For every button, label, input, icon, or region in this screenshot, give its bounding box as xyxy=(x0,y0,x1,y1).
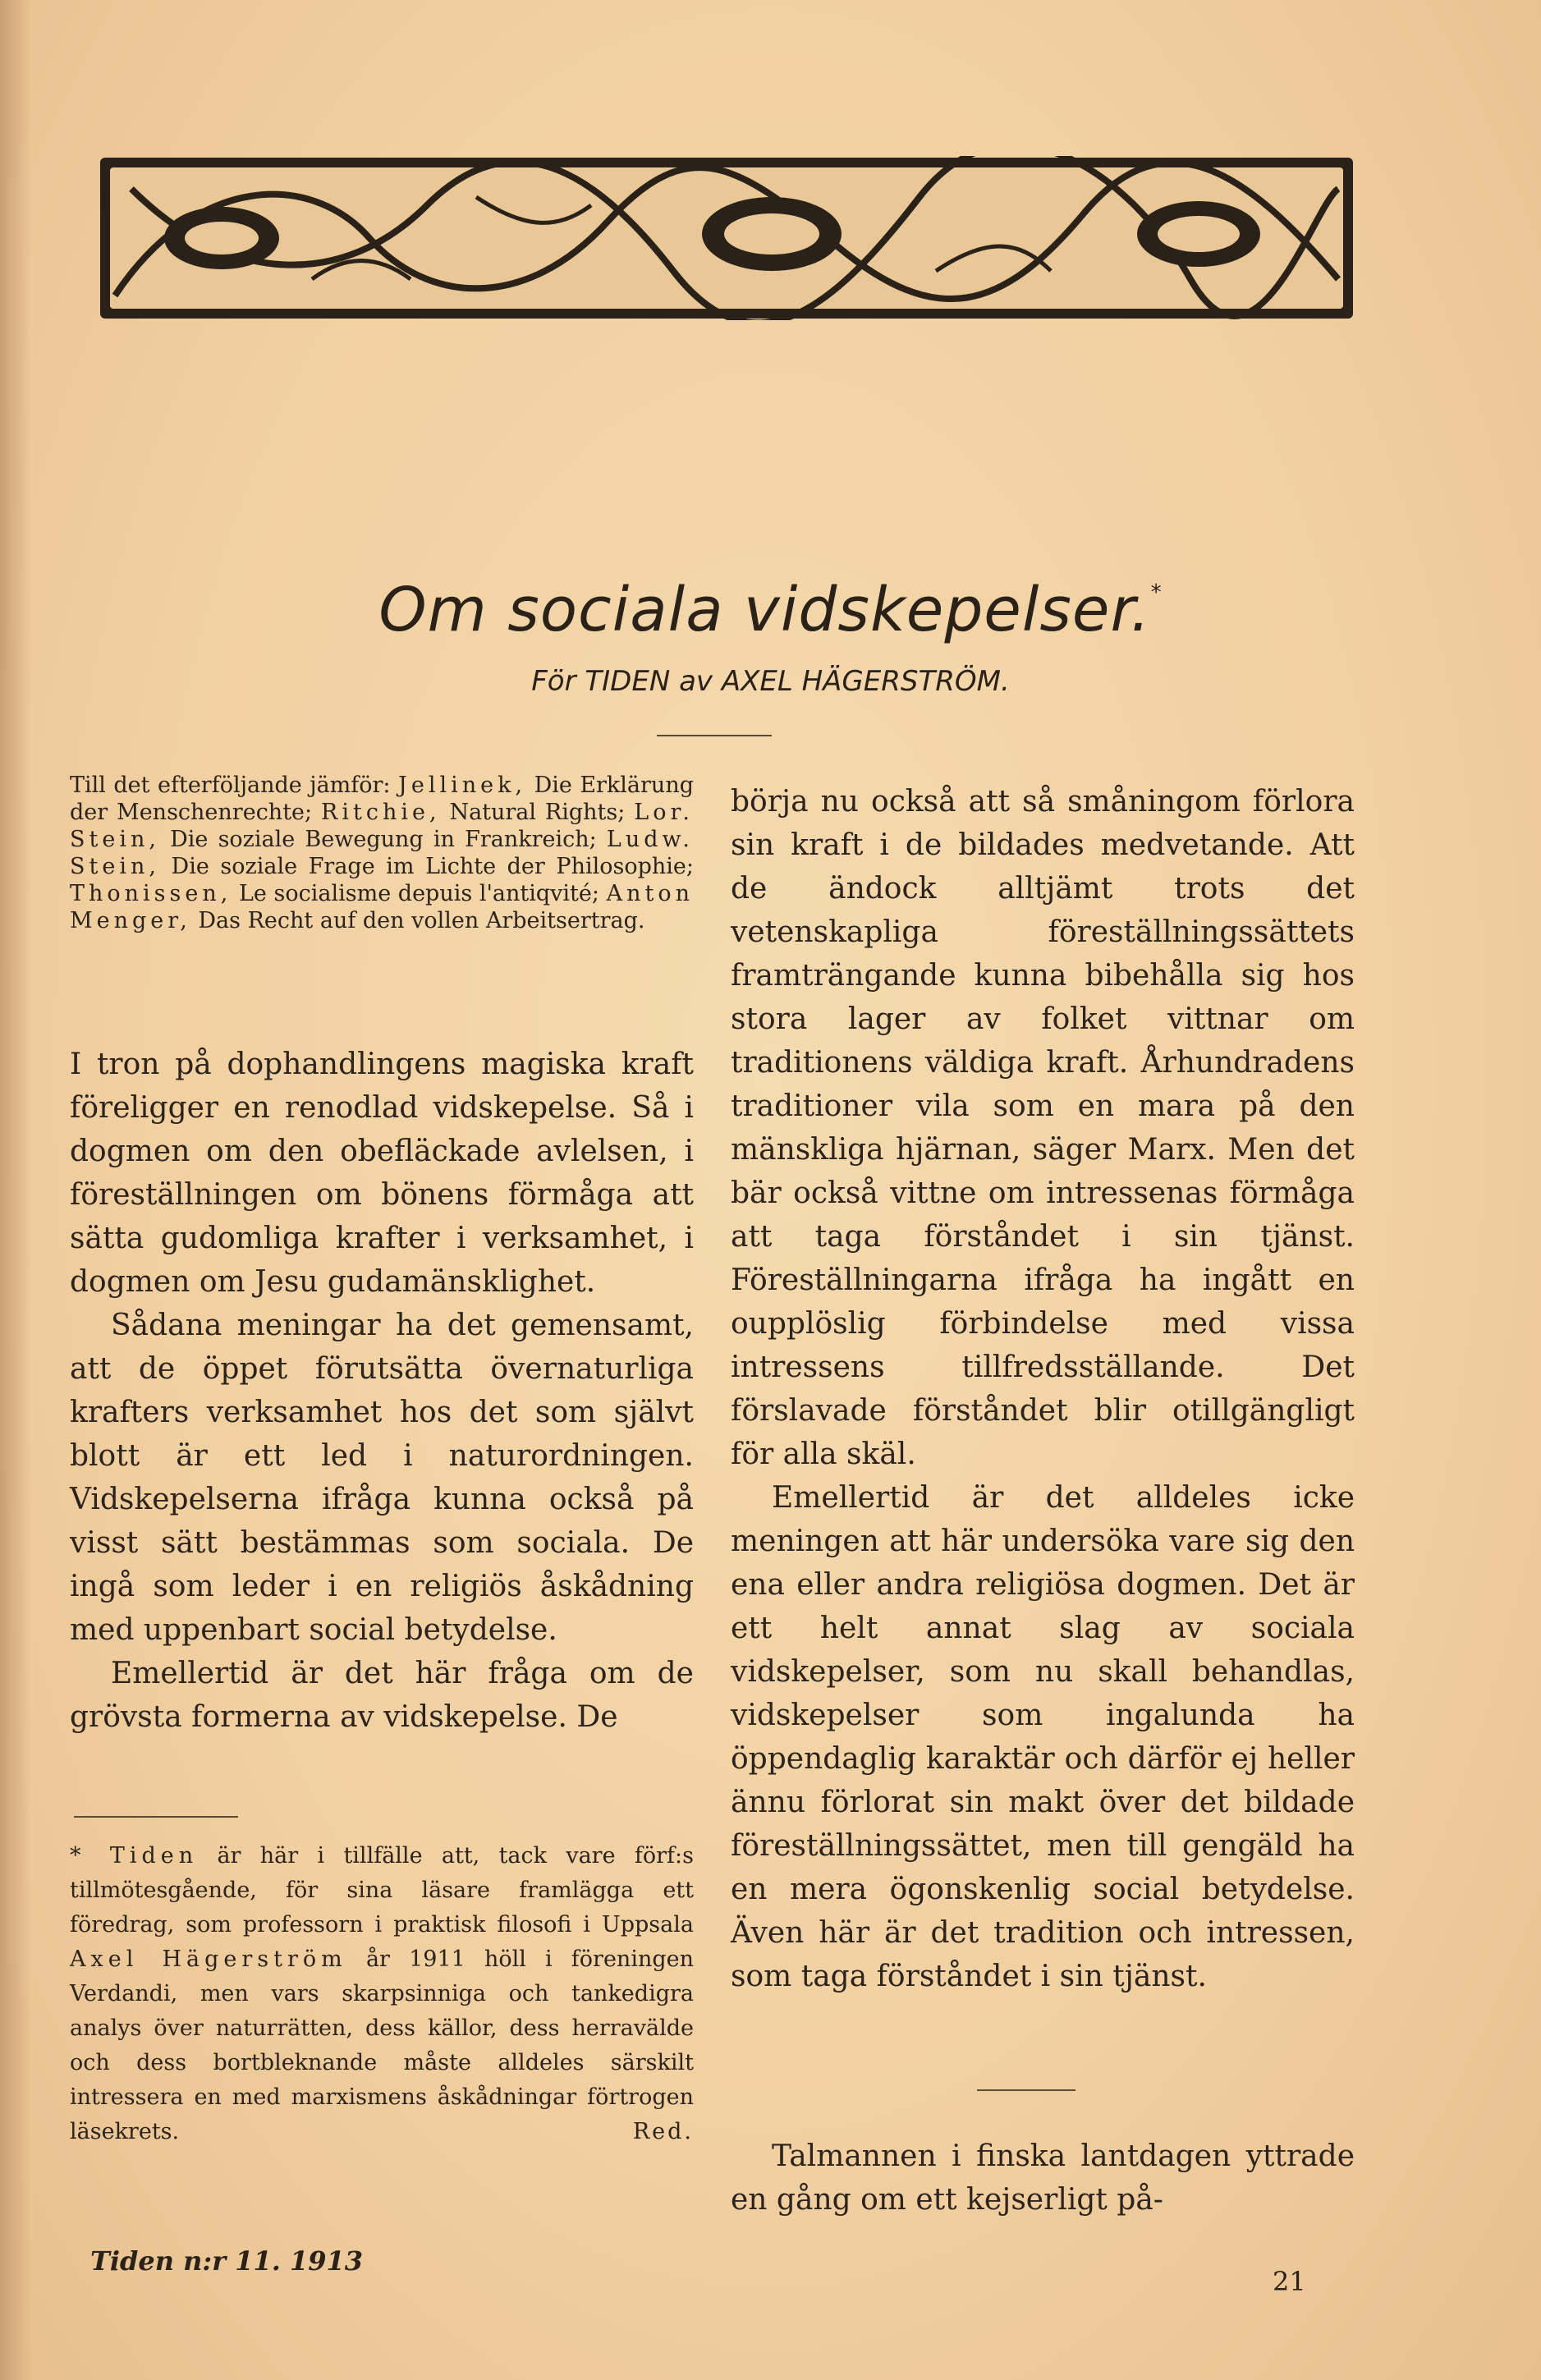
reference-text: Die soziale Bewegung in Frankreich; xyxy=(170,827,597,852)
left-column-body xyxy=(70,1043,694,1739)
paragraph: I tron på dophandlingens magiska kraft föreligger en renodlad vidskepelse. Så i dogmen om den obefläckade avlelsen, i föreställningen om bönens förmåga att sätta gudomliga krafter i verksamhet, i dogmen om Jesu gudamänsklighet. xyxy=(70,1048,694,1299)
footnote-divider xyxy=(74,1816,238,1818)
paragraph: Talmannen i finska lantdagen yttrade en gång om ett kejserligt på- xyxy=(731,2139,1355,2217)
reference-text: Die soziale Frage im Lichte der Philosophie; xyxy=(171,854,694,879)
footnote-text: år 1911 höll i föreningen Verdandi, men vars skarpsinniga och tankedigra analys över naturrätten, dess källor, dess herravälde och dess bortbleknande måste alldeles särskilt intressera en med marxismens åskådningar förtrogen läsekrets. xyxy=(70,1947,694,2144)
right-column-continuation xyxy=(731,2135,1355,2222)
reference-author: Lor. Stein, xyxy=(70,800,694,852)
reference-author: Ritchie, xyxy=(321,800,441,825)
ornamental-header-banner xyxy=(99,156,1355,320)
reference-author: Jellinek, xyxy=(398,773,527,798)
paragraph: börja nu också att så småningom förlora sin kraft i de bildades medvetande. Att de ändock alltjämt trots det vetenskapliga föreställningssättets framträngande kunna bibehålla sig hos stora lager av folket vittnar om traditionens väldiga kraft. Århundradens traditioner vila som en mara på den mänskliga hjärnan, säger Marx. Men det bär också vittne om intressenas förmåga att taga förståndet i sin tjänst. Föreställningarna ifråga ha ingått en oupplöslig förbindelse med vissa intressens tillfredsställande. Det förslavade förståndet blir otillgängligt för alla skäl. xyxy=(731,785,1355,1471)
footnote-text: är här i tillfälle att, tack vare förf:s tillmötesgående, för sina läsare framlägga ett föredrag, som professorn i praktisk filosofi i Uppsala xyxy=(70,1843,694,1937)
title-footnote-mark: * xyxy=(1150,580,1163,605)
footnote-signature: Red. xyxy=(632,2119,694,2144)
footnote-text: * Tiden xyxy=(70,1843,199,1869)
paragraph: Emellertid är det här fråga om de grövsta formerna av vidskepelse. De xyxy=(70,1657,694,1734)
footnote xyxy=(70,1839,694,2149)
reference-author: Ludw. Stein, xyxy=(70,827,694,879)
reference-text: Le socialisme depuis l'antiqvité; xyxy=(238,881,599,906)
reference-text: Natural Rights; xyxy=(449,800,626,825)
page-number: 21 xyxy=(1273,2266,1306,2297)
right-column-body xyxy=(731,780,1355,1998)
issue-footer: Tiden n:r 11. 1913 xyxy=(90,2245,364,2277)
reference-text: Die Erklärung der Menschenrechte; xyxy=(70,773,694,825)
reference-text: Das Recht auf den vollen Arbeitsertrag. xyxy=(198,908,645,933)
reference-author: Thonissen, xyxy=(70,881,232,906)
footnote-author: Axel Hägerström xyxy=(70,1947,347,1972)
article-title xyxy=(0,575,1541,645)
title-divider xyxy=(657,735,772,736)
reference-list xyxy=(70,772,694,934)
reference-author: Anton Menger, xyxy=(70,881,694,933)
paragraph: Emellertid är det alldeles icke meningen att här undersöka vare sig den ena eller andra religiösa dogmen. Det är ett helt annat slag av sociala vidskepelser, som nu skall behandlas, vidskepelser som ingalunda ha öppendaglig karaktär och därför ej heller ännu förlorat sin makt över det bildade föreställningssättet, men till gengäld ha en mera ögonskenlig social betydelse. Även här är det tradition och intressen, som taga förståndet i sin tjänst. xyxy=(731,1481,1355,1993)
reference-text: Till det efterföljande jämför: xyxy=(70,773,391,798)
paragraph: Sådana meningar ha det gemensamt, att de öppet förutsätta övernaturliga krafters verksamhet hos det som självt blott är ett led i naturordningen. Vidskepelserna ifråga kunna också på visst sätt bestämmas som sociala. De ingå som leder i en religiös åskådning med uppenbart social betydelse. xyxy=(70,1309,694,1647)
page-spine-shadow xyxy=(0,0,31,2380)
article-title-text: Om sociala vidskepelser. xyxy=(378,575,1151,645)
article-byline: För TIDEN av AXEL HÄGERSTRÖM. xyxy=(531,665,1010,698)
section-divider xyxy=(977,2089,1075,2091)
